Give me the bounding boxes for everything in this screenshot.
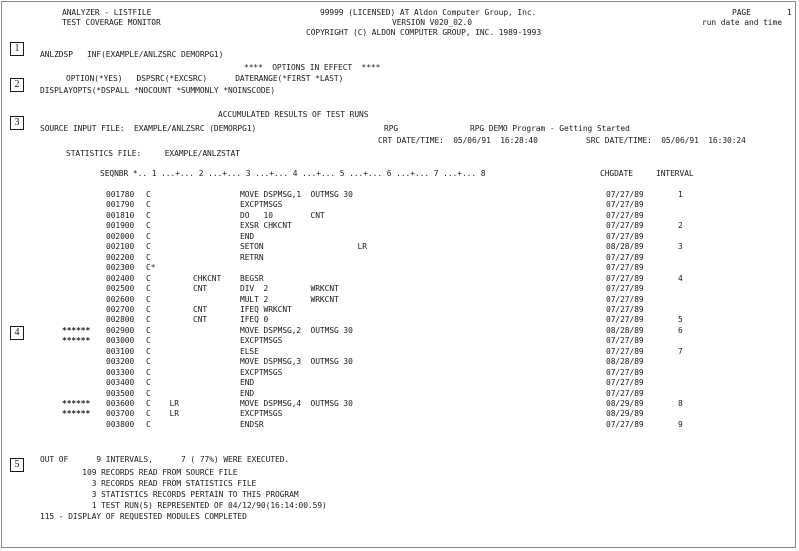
sequence-number: 002200 [106, 253, 135, 262]
source-statement: C END [146, 389, 255, 398]
change-date: 07/27/89 [606, 295, 644, 304]
program-description: RPG DEMO Program - Getting Started [470, 124, 630, 133]
summary-line: 1 TEST RUN(S) REPRESENTED OF 04/12/90(16:14:00.59) [40, 501, 327, 510]
change-date: 07/27/89 [606, 284, 644, 293]
options-line: OPTION(*YES) DSPSRC(*EXCSRC) DATERANGE(*FIRST *LAST) [66, 74, 344, 83]
listing-ruler-header: SEQNBR *.. 1 ...+... 2 ...+... 3 ...+... 4 ...+... 5 ...+... 6 ...+... 7 ...+... 8 [100, 169, 486, 178]
callout-1: 1 [10, 42, 24, 56]
change-date: 07/27/89 [606, 347, 644, 356]
interval-number: 6 [678, 326, 683, 335]
interval-number: 1 [678, 190, 683, 199]
change-date: 07/27/89 [606, 263, 644, 272]
summary-line: 3 STATISTICS RECORDS PERTAIN TO THIS PROGRAM [40, 490, 299, 499]
header-copyright: COPYRIGHT (C) ALDON COMPUTER GROUP, INC. 1989-1993 [306, 28, 542, 37]
source-file-line: SOURCE INPUT FILE: EXAMPLE/ANLZSRC (DEMORPG1) [40, 124, 257, 133]
page-label: PAGE [732, 8, 751, 17]
source-statement: C ENDSR [146, 420, 264, 429]
listing-chgdate-header: CHGDATE [600, 169, 633, 178]
change-date: 07/27/89 [606, 305, 644, 314]
sequence-number: 001900 [106, 221, 135, 230]
execution-marker: ****** [62, 326, 91, 335]
crt-datetime: CRT DATE/TIME: 05/06/91 16:28:40 [378, 136, 538, 145]
sequence-number: 003600 [106, 399, 135, 408]
listing-interval-header: INTERVAL [656, 169, 694, 178]
source-statement: C MOVE DSPMSG,3 OUTMSG 30 [146, 357, 353, 366]
source-statement: C LR EXCPTMSGS [146, 409, 283, 418]
source-statement: C END [146, 232, 255, 241]
interval-number: 5 [678, 315, 683, 324]
sequence-number: 002300 [106, 263, 135, 272]
execution-marker: ****** [62, 399, 91, 408]
summary-line: 115 - DISPLAY OF REQUESTED MODULES COMPLETED [40, 512, 247, 521]
source-statement: C MOVE DSPMSG,2 OUTMSG 30 [146, 326, 353, 335]
source-type: RPG [384, 124, 399, 133]
sequence-number: 002800 [106, 315, 135, 324]
sequence-number: 003100 [106, 347, 135, 356]
source-statement: C CNT IFEQ 0 [146, 315, 269, 324]
sequence-number: 002700 [106, 305, 135, 314]
interval-number: 2 [678, 221, 683, 230]
sequence-number: 001810 [106, 211, 135, 220]
sequence-number: 002100 [106, 242, 135, 251]
change-date: 07/27/89 [606, 420, 644, 429]
sequence-number: 002500 [106, 284, 135, 293]
command-line: ANLZDSP INF(EXAMPLE/ANLZSRC DEMORPG1) [40, 50, 224, 59]
summary-line: OUT OF 9 INTERVALS, 7 ( 77%) WERE EXECUTED. [40, 455, 290, 464]
callout-3: 3 [10, 116, 24, 130]
sequence-number: 001790 [106, 200, 135, 209]
source-statement: C END [146, 378, 255, 387]
source-statement: C EXCPTMSGS [146, 368, 283, 377]
options-title: **** OPTIONS IN EFFECT **** [244, 63, 381, 72]
change-date: 07/27/89 [606, 211, 644, 220]
page-number: 1 [787, 8, 792, 17]
header-run-info: run date and time [702, 18, 782, 27]
change-date: 07/27/89 [606, 253, 644, 262]
interval-number: 8 [678, 399, 683, 408]
sequence-number: 001780 [106, 190, 135, 199]
interval-number: 7 [678, 347, 683, 356]
execution-marker: ****** [62, 336, 91, 345]
sequence-number: 003500 [106, 389, 135, 398]
change-date: 08/28/89 [606, 357, 644, 366]
change-date: 07/27/89 [606, 200, 644, 209]
header-title: ANALYZER - LISTFILE [62, 8, 152, 17]
source-statement: C SETON LR [146, 242, 367, 251]
source-statement: C MOVE DSPMSG,1 OUTMSG 30 [146, 190, 353, 199]
src-datetime: SRC DATE/TIME: 05/06/91 16:30:24 [586, 136, 746, 145]
interval-number: 9 [678, 420, 683, 429]
change-date: 07/27/89 [606, 378, 644, 387]
change-date: 07/27/89 [606, 190, 644, 199]
execution-marker: ****** [62, 409, 91, 418]
source-statement: C DO 10 CNT [146, 211, 325, 220]
change-date: 07/27/89 [606, 389, 644, 398]
header-version: VERSION V020_02.0 [392, 18, 472, 27]
source-statement: C CNT DIV 2 WRKCNT [146, 284, 339, 293]
source-statement: C EXSR CHKCNT [146, 221, 292, 230]
results-title: ACCUMULATED RESULTS OF TEST RUNS [218, 110, 369, 119]
callout-2: 2 [10, 78, 24, 92]
sequence-number: 002900 [106, 326, 135, 335]
change-date: 08/29/89 [606, 399, 644, 408]
sequence-number: 002000 [106, 232, 135, 241]
sequence-number: 003200 [106, 357, 135, 366]
source-statement: C CNT IFEQ WRKCNT [146, 305, 292, 314]
interval-number: 4 [678, 274, 683, 283]
change-date: 07/27/89 [606, 315, 644, 324]
sequence-number: 003400 [106, 378, 135, 387]
change-date: 07/27/89 [606, 221, 644, 230]
change-date: 08/29/89 [606, 409, 644, 418]
change-date: 07/27/89 [606, 232, 644, 241]
sequence-number: 003800 [106, 420, 135, 429]
displayopts-line: DISPLAYOPTS(*DSPALL *NOCOUNT *SUMMONLY *NOINSCODE) [40, 86, 276, 95]
source-statement: C LR MOVE DSPMSG,4 OUTMSG 30 [146, 399, 353, 408]
header-subtitle: TEST COVERAGE MONITOR [62, 18, 161, 27]
source-statement: C* [146, 263, 156, 272]
change-date: 08/28/89 [606, 326, 644, 335]
callout-4: 4 [10, 326, 24, 340]
sequence-number: 002600 [106, 295, 135, 304]
source-statement: C MULT 2 WRKCNT [146, 295, 339, 304]
change-date: 08/28/89 [606, 242, 644, 251]
sequence-number: 003300 [106, 368, 135, 377]
summary-line: 109 RECORDS READ FROM SOURCE FILE [40, 468, 238, 477]
header-license: 99999 (LICENSED) AT Aldon Computer Group, Inc. [320, 8, 537, 17]
summary-line: 3 RECORDS READ FROM STATISTICS FILE [40, 479, 257, 488]
sequence-number: 003700 [106, 409, 135, 418]
sequence-number: 003000 [106, 336, 135, 345]
source-statement: C CHKCNT BEGSR [146, 274, 264, 283]
change-date: 07/27/89 [606, 274, 644, 283]
source-statement: C EXCPTMSGS [146, 200, 283, 209]
callout-5: 5 [10, 458, 24, 472]
statistics-file-line: STATISTICS FILE: EXAMPLE/ANLZSTAT [66, 149, 240, 158]
interval-number: 3 [678, 242, 683, 251]
sequence-number: 002400 [106, 274, 135, 283]
change-date: 07/27/89 [606, 368, 644, 377]
source-statement: C ELSE [146, 347, 259, 356]
change-date: 07/27/89 [606, 336, 644, 345]
source-statement: C EXCPTMSGS [146, 336, 283, 345]
source-statement: C RETRN [146, 253, 264, 262]
